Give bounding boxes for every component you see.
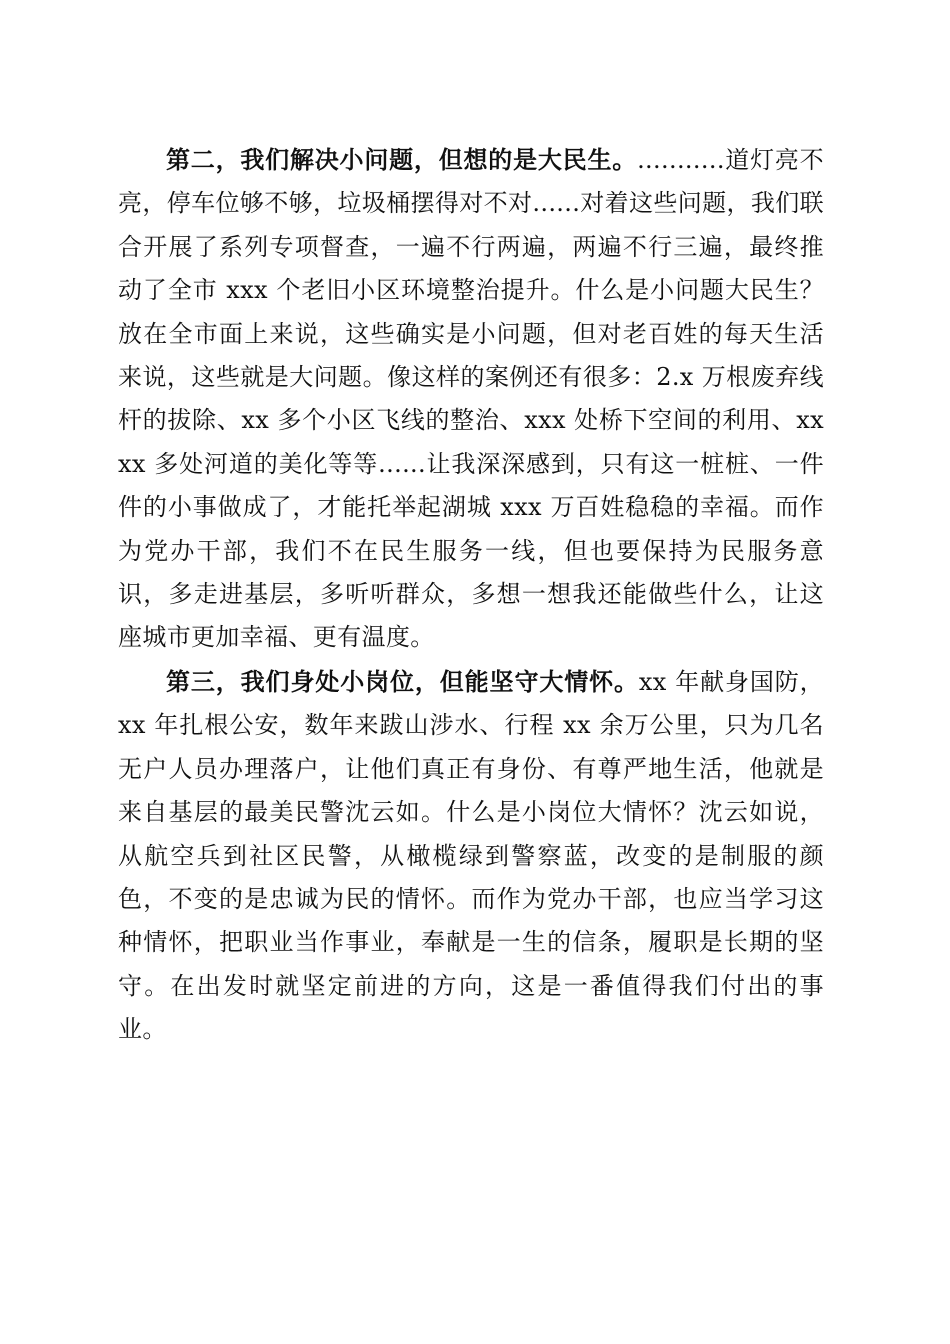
- document-body: [118, 138, 824, 1052]
- paragraph-second-lead: 第二，我们解决小问题，但想的是大民生。: [166, 145, 638, 174]
- paragraph-third-lead: 第三，我们身处小岗位，但能坚守大情怀。: [166, 666, 639, 696]
- paragraph-third: [118, 660, 824, 1052]
- paragraph-second: [118, 138, 824, 660]
- paragraph-second-body: ...........道灯亮不亮，停车位够不够，垃圾桶摆得对不对......对着这些问题，我们联合开展了系列专项督查，一遍不行两遍，两遍不行三遍，最终推动了全市 xxx 个老旧小区环境整治提升。什么是小问题大民生？放在全市面上来说，这些确实是小问题，但对老百姓的每天生活来说，这些就是大问题。像这样的案例还有很多：2.x 万根废弃线杆的拔除、xx 多个小区飞线的整治、xxx 处桥下空间的利用、xxxx 多处河道的美化等等......让我深深感到，只有这一桩桩、一件件的小事做成了，才能托举起湖城 xxx 万百姓稳稳的幸福。而作为党办干部，我们不在民生服务一线，但也要保持为民服务意识，多走进基层，多听听群众，多想一想我还能做些什么，让这座城市更加幸福、更有温度。: [118, 146, 824, 652]
- paragraph-third-body: xx 年献身国防，xx 年扎根公安，数年来跋山涉水、行程 xx 余万公里，只为几名无户人员办理落户，让他们真正有身份、有尊严地生活，他就是来自基层的最美民警沈云如。什么是小岗位大情怀？沈云如说，从航空兵到社区民警，从橄榄绿到警察蓝，改变的是制服的颜色，不变的是忠诚为民的情怀。而作为党办干部，也应当学习这种情怀，把职业当作事业，奉献是一生的信条，履职是长期的坚守。在出发时就坚定前进的方向，这是一番值得我们付出的事业。: [118, 667, 824, 1044]
